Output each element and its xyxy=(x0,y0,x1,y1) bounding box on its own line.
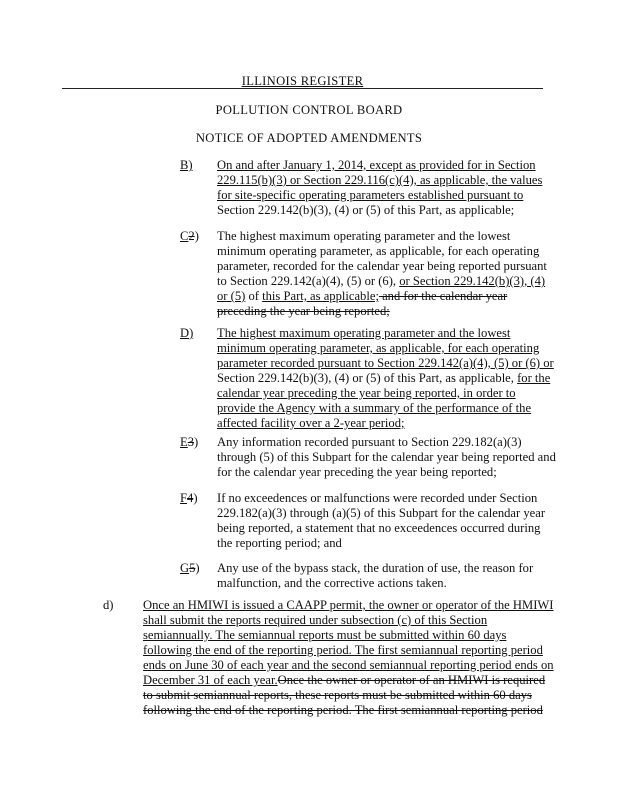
text-line xyxy=(217,450,556,465)
subsection-text xyxy=(217,561,533,591)
text: Section 229.142(b)(3), (4) or (5) of this Part, as applicable; xyxy=(217,203,515,217)
text-line xyxy=(217,289,547,304)
text-line xyxy=(217,401,554,416)
text-line xyxy=(217,561,533,576)
text-line xyxy=(217,274,547,289)
subsection-text xyxy=(217,491,545,551)
subsection-text xyxy=(143,598,554,718)
inserted-text: this Part, as applicable; xyxy=(262,289,379,303)
label-segment: 5 xyxy=(189,561,196,575)
label-segment: F xyxy=(180,491,188,505)
subsection-text xyxy=(217,435,556,480)
inserted-text: provide the Agency with a summary of the performance of the xyxy=(217,401,532,415)
text: malfunction, and the corrective actions taken. xyxy=(217,576,447,590)
text-line xyxy=(217,304,547,319)
inserted-text: December 31 of each year. xyxy=(143,673,278,687)
register-title: ILLINOIS REGISTER xyxy=(241,74,364,88)
deleted-text: Once the owner or operator of an HMIWI is required xyxy=(277,673,546,687)
label-segment: 3 xyxy=(187,435,194,449)
text-line xyxy=(217,356,554,371)
text: The highest maximum operating parameter and the lowest xyxy=(217,229,511,243)
label-segment: C xyxy=(180,229,189,243)
inserted-text: The highest maximum operating parameter and the lowest xyxy=(217,326,511,340)
inserted-text: for the xyxy=(517,371,551,385)
register-header xyxy=(62,74,543,89)
label-segment: ) xyxy=(193,491,198,505)
text-line xyxy=(217,229,547,244)
text: Section 229.142(b)(3), (4) or (5) of this Part, as applicable, xyxy=(217,371,518,385)
text-line xyxy=(217,521,545,536)
inserted-text: On and after January 1, 2014, except as provided for in Section xyxy=(217,158,536,172)
text-line xyxy=(143,628,554,643)
subsection-label xyxy=(180,326,193,341)
text-line xyxy=(217,371,554,386)
text-line xyxy=(217,259,547,274)
text-line xyxy=(143,613,554,628)
text: parameter, recorded for the calendar year being reported pursuant xyxy=(217,259,547,273)
text-line xyxy=(143,703,554,718)
deleted-text: preceding the year being reported; xyxy=(217,304,390,318)
subsection-label xyxy=(103,598,114,613)
text-line xyxy=(217,341,554,356)
subsection-label xyxy=(180,158,193,173)
label-segment: E xyxy=(180,435,188,449)
label-segment: ) xyxy=(194,229,199,243)
deleted-text: following the end of the reporting period. The first semiannual reporting period xyxy=(143,703,543,717)
subsection-text xyxy=(217,158,542,218)
text-line xyxy=(217,435,556,450)
label-segment: d) xyxy=(103,598,114,612)
subsection-label xyxy=(180,435,198,450)
text-line xyxy=(143,658,554,673)
text: Any information recorded pursuant to Section 229.182(a)(3) xyxy=(217,435,522,449)
deleted-text: to submit semiannual reports, these reports must be submitted within 60 days xyxy=(143,688,532,702)
inserted-text: ends on June 30 of each year and the second semiannual reporting period ends on xyxy=(143,658,554,672)
text-line xyxy=(217,416,554,431)
text: being reported, a statement that no exceedences occurred during xyxy=(217,521,541,535)
inserted-text: minimum operating parameter, as applicable, for each operating xyxy=(217,341,540,355)
text-line xyxy=(217,536,545,551)
label-segment: G xyxy=(180,561,190,575)
label-segment: ) xyxy=(194,435,199,449)
text-line xyxy=(143,643,554,658)
subsection-text xyxy=(217,326,554,431)
text: the reporting period; and xyxy=(217,536,342,550)
text-line xyxy=(217,506,545,521)
text-line xyxy=(217,491,545,506)
label-segment: D) xyxy=(180,326,194,340)
text: through (5) of this Subpart for the calendar year being reported and xyxy=(217,450,556,464)
text-line xyxy=(143,673,554,688)
agency-title: POLLUTION CONTROL BOARD xyxy=(215,103,403,117)
inserted-text: Once an HMIWI is issued a CAAPP permit, the owner or operator of the HMIWI xyxy=(143,598,554,612)
label-segment: ) xyxy=(195,561,200,575)
text-line xyxy=(143,598,554,613)
label-segment: 4 xyxy=(187,491,194,505)
text: to Section 229.142(a)(4), (5) or (6), xyxy=(217,274,400,288)
notice-title: NOTICE OF ADOPTED AMENDMENTS xyxy=(195,131,423,145)
subsection-label xyxy=(180,229,199,244)
inserted-text: 229.115(b)(3) or Section 229.116(c)(4), as applicable, the values xyxy=(217,173,543,187)
label-segment: 2 xyxy=(188,229,195,243)
inserted-text: affected facility over a 2-year period; xyxy=(217,416,405,430)
inserted-text: or Section 229.142(b)(3), (4) xyxy=(399,274,546,288)
inserted-text: semiannually. The semiannual reports must be submitted within 60 days xyxy=(143,628,507,642)
text-line xyxy=(217,188,542,203)
deleted-text: and for the calendar year xyxy=(378,289,508,303)
inserted-text: parameter recorded pursuant to Section 229.142(a)(4), (5) or (6) or xyxy=(217,356,554,370)
text-line xyxy=(217,576,533,591)
inserted-text: following the end of the reporting period. The first semiannual reporting period xyxy=(143,643,543,657)
text: for the calendar year preceding the year being reported; xyxy=(217,465,497,479)
text-line xyxy=(217,173,542,188)
subsection-text xyxy=(217,229,547,319)
text: 229.182(a)(3) through (a)(5) of this Subpart for the calendar year xyxy=(217,506,546,520)
inserted-text: or (5) xyxy=(217,289,246,303)
text: Any use of the bypass stack, the duration of use, the reason for xyxy=(217,561,534,575)
text-line xyxy=(217,244,547,259)
subsection-label xyxy=(180,561,200,576)
inserted-text: calendar year preceding the year being reported, in order to xyxy=(217,386,516,400)
label-segment: B) xyxy=(180,158,193,172)
text-line xyxy=(217,158,542,173)
text: minimum operating parameter, as applicable, for each operating xyxy=(217,244,540,258)
text: If no exceedences or malfunctions were recorded under Section xyxy=(217,491,538,505)
text-line xyxy=(143,688,554,703)
text-line xyxy=(217,326,554,341)
text-line xyxy=(217,203,542,218)
inserted-text: shall submit the reports required under subsection (c) of this Section xyxy=(143,613,488,627)
inserted-text: for site-specific operating parameters established pursuant to xyxy=(217,188,524,202)
text-line xyxy=(217,465,556,480)
text: of xyxy=(245,289,263,303)
text-line xyxy=(217,386,554,401)
subsection-label xyxy=(180,491,198,506)
